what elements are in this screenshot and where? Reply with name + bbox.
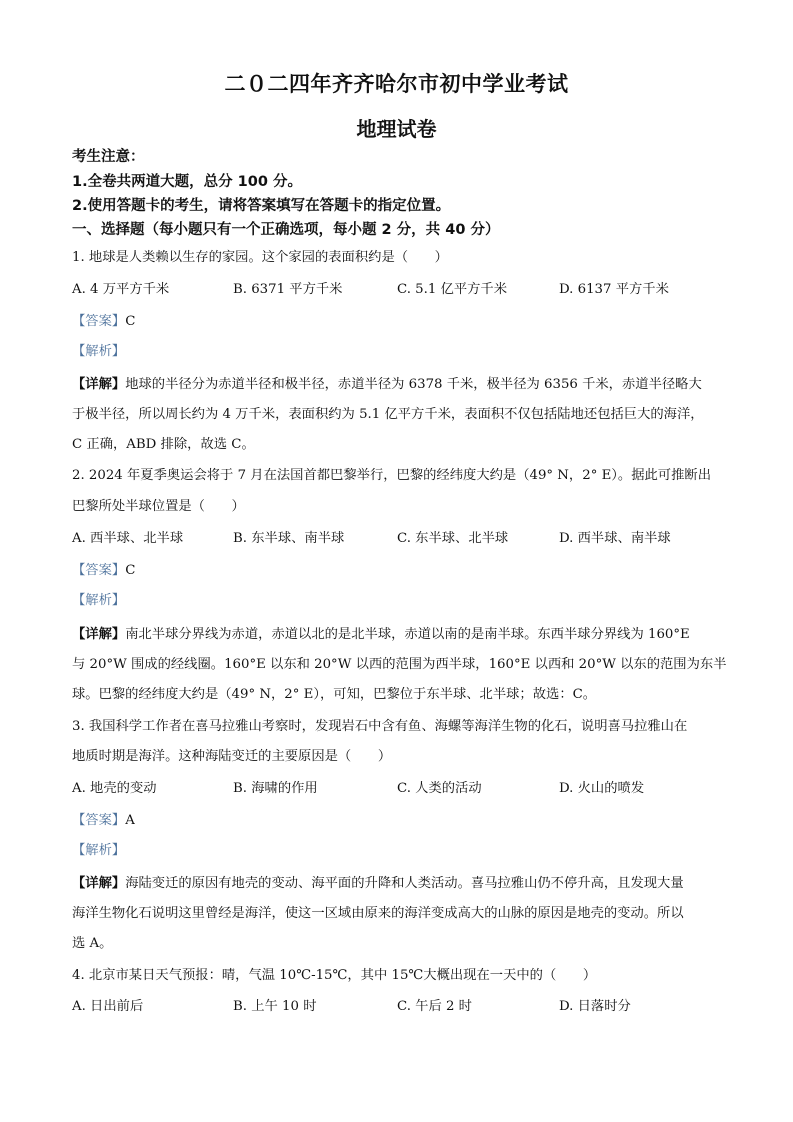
section-heading: 一、选择题（每小题只有一个正确选项，每小题 2 分，共 40 分） [72,222,500,238]
notice-item-2: 2.使用答题卡的考生，请将答案填写在答题卡的指定位置。 [72,198,451,214]
q4-option-c: C. 午后 2 时 [397,999,472,1014]
exam-subtitle: 地理试卷 [356,117,437,141]
q4-option-d: D. 日落时分 [559,999,631,1014]
q1-option-d: D. 6137 平方千米 [559,282,669,297]
question-3-stem-line-1: 3. 我国科学工作者在喜马拉雅山考察时，发现岩石中含有鱼、海螺等海洋生物的化石，说明喜马拉雅山在 [72,719,688,734]
question-4-stem: 4. 北京市某日天气预报：晴，气温 10℃-15℃，其中 15℃大概出现在一天中的（ ） [72,968,597,983]
question-1-stem: 1. 地球是人类赖以生存的家园。这个家园的表面积约是（ ） [72,250,448,265]
detail-label: 【详解】 [72,627,126,642]
notice-heading: 考生注意： [72,149,145,165]
q1-answer [72,313,135,331]
q2-detail-line-3: 球。巴黎的经纬度大约是（49° N，2° E），可知，巴黎位于东半球、北半球；故选：C。 [72,687,597,702]
question-2-stem-line-1: 2. 2024 年夏季奥运会将于 7 月在法国首都巴黎举行，巴黎的经纬度大约是（49° N，2° E）。据此可推断出 [72,468,711,483]
q1-analysis-label: 【解析】 [72,344,126,359]
exam-title: 二０二四年齐齐哈尔市初中学业考试 [224,72,569,96]
q4-option-a: A. 日出前后 [72,999,144,1014]
q1-detail-line-2: 于极半径，所以周长约为 4 万千米，表面积约为 5.1 亿平方千米，表面积不仅包括陆地还包括巨大的海洋， [72,407,704,422]
answer-value: C [125,314,136,329]
detail-label: 【详解】 [72,377,126,392]
q3-detail-line-2: 海洋生物化石说明这里曾经是海洋，使这一区域由原来的海洋变成高大的山脉的原因是地壳的变动。所以 [72,906,684,921]
q3-option-c: C. 人类的活动 [397,781,482,796]
q1-option-c: C. 5.1 亿平方千米 [397,282,508,297]
answer-value: C [125,563,136,578]
q4-option-b: B. 上午 10 时 [233,999,317,1014]
q2-analysis-label: 【解析】 [72,593,126,608]
q3-option-a: A. 地壳的变动 [72,781,157,796]
question-3-stem-line-2: 地质时期是海洋。这种海陆变迁的主要原因是（ ） [72,749,392,764]
q2-option-a: A. 西半球、北半球 [72,531,184,546]
answer-label: 【答案】 [72,813,126,828]
answer-value: A [125,813,135,828]
q3-analysis-label: 【解析】 [72,843,126,858]
q3-detail-line-1: 【详解】海陆变迁的原因有地壳的变动、海平面的升降和人类活动。喜马拉雅山仍不停升高，且发现大量 [72,876,684,891]
answer-label: 【答案】 [72,563,126,578]
q1-detail-line-3: C 正确，ABD 排除，故选 C。 [72,437,255,452]
q2-answer [72,562,135,580]
q3-detail-line-3: 选 A。 [72,936,113,951]
q3-answer [72,812,135,830]
question-2-stem-line-2: 巴黎所处半球位置是（ ） [72,499,245,514]
q2-option-c: C. 东半球、北半球 [397,531,509,546]
q1-detail-line-1: 【详解】地球的半径分为赤道半径和极半径，赤道半径为 6378 千米，极半径为 6356 千米，赤道半径略大 [72,377,702,392]
q1-option-a: A. 4 万平方千米 [72,282,170,297]
q2-option-d: D. 西半球、南半球 [559,531,671,546]
q1-option-b: B. 6371 平方千米 [233,282,343,297]
q2-option-b: B. 东半球、南半球 [233,531,345,546]
answer-label: 【答案】 [72,314,126,329]
q2-detail-line-1: 【详解】南北半球分界线为赤道，赤道以北的是北半球，赤道以南的是南半球。东西半球分界线为 160°E [72,627,690,642]
q3-option-b: B. 海啸的作用 [233,781,318,796]
detail-label: 【详解】 [72,876,126,891]
q3-option-d: D. 火山的喷发 [559,781,645,796]
notice-item-1: 1.全卷共两道大题，总分 100 分。 [72,174,302,190]
q2-detail-line-2: 与 20°W 围成的经线圈。160°E 以东和 20°W 以西的范围为西半球，160°E 以西和 20°W 以东的范围为东半 [72,657,727,672]
